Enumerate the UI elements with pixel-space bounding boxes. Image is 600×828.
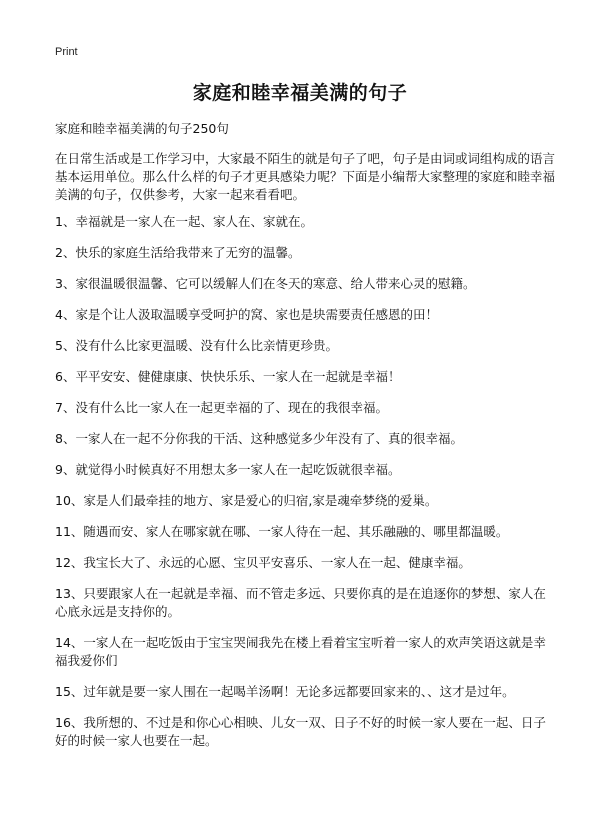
list-item: 8、一家人在一起不分你我的干活、这种感觉多少年没有了、真的很幸福。 [55,431,463,446]
list-item: 3、家很温暖很温馨、它可以缓解人们在冬天的寒意、给人带来心灵的慰籍。 [55,276,476,291]
list-item: 7、没有什么比一家人在一起更幸福的了、现在的我很幸福。 [55,400,388,415]
list-item: 9、就觉得小时候真好不用想太多一家人在一起吃饭就很幸福。 [55,462,401,477]
list-item: 4、家是个让人汲取温暖享受呵护的窝、家也是块需要责任感恩的田！ [55,307,438,322]
page-title: 家庭和睦幸福美满的句子 [192,82,408,104]
list-item: 16、我所想的、不过是和你心心相映、儿女一双、日子不好的时候一家人要在一起、日子好的时候一家人也要在一起。 [55,715,546,748]
list-item: 15、过年就是要一家人围在一起喝羊汤啊！无论多远都要回家来的、、这才是过年。 [55,684,515,699]
document-subtitle: 家庭和睦幸福美满的句子250句 [55,121,229,136]
intro-paragraph: 在日常生活或是工作学习中，大家最不陌生的就是句子了吧，句子是由词或词组构成的语言基本运用单位。那么什么样的句子才更具感染力呢？下面是小编帮大家整理的家庭和睦幸福美满的句子，仅供参考，大家一起来看看吧。 [55,151,556,202]
list-item: 10、家是人们最牵挂的地方、家是爱心的归宿,家是魂牵梦绕的爱巢。 [55,493,438,508]
list-item: 12、我宝长大了、永远的心愿、宝贝平安喜乐、一家人在一起、健康幸福。 [55,555,471,570]
list-item: 13、只要跟家人在一起就是幸福、而不管走多远、只要你真的是在追逐你的梦想、家人在心底永远是支持你的。 [55,586,546,619]
list-item: 1、幸福就是一家人在一起、家人在、家就在。 [55,214,313,229]
sentence-list [55,213,555,763]
list-item: 2、快乐的家庭生活给我带来了无穷的温馨。 [55,245,301,260]
list-item: 5、没有什么比家更温暖、没有什么比亲情更珍贵。 [55,338,338,353]
list-item: 11、随遇而安、家人在哪家就在哪、一家人待在一起、其乐融融的、哪里都温暖。 [55,524,509,539]
list-item: 14、一家人在一起吃饭由于宝宝哭闹我先在楼上看着宝宝听着一家人的欢声笑语这就是幸福我爱你们 [55,635,546,668]
list-item: 6、平平安安、健健康康、快快乐乐、一家人在一起就是幸福！ [55,369,401,384]
print-label: Print [55,46,78,58]
